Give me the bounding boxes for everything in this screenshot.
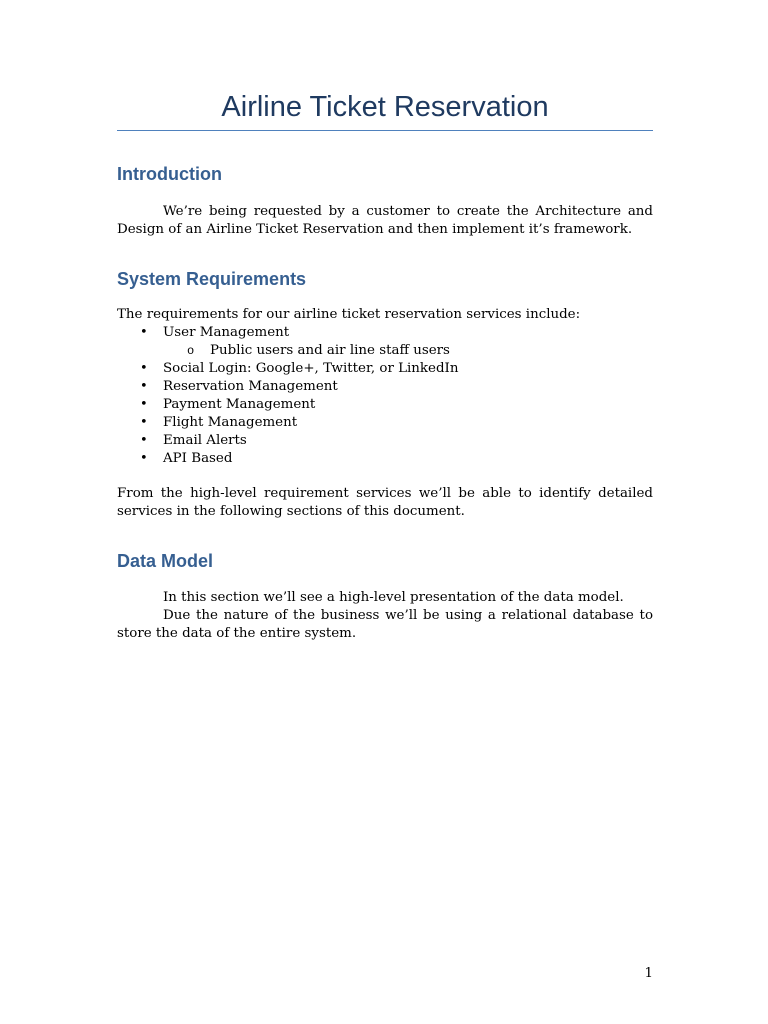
bullet-icon: • <box>140 433 148 448</box>
heading-system-requirements: System Requirements <box>117 269 307 289</box>
data-model-paragraph-2: Due the nature of the business we’ll be using a relational database to store the data of the entire system. <box>117 608 653 641</box>
data-model-paragraph-1: In this section we’ll see a high-level presentation of the data model. <box>163 590 624 605</box>
list-item-label: Reservation Management <box>163 379 338 394</box>
bullet-icon: • <box>140 415 148 430</box>
list-item-label: Flight Management <box>163 415 298 430</box>
list-item <box>117 360 653 378</box>
list-item-label: Email Alerts <box>163 433 247 448</box>
list-item-label: User Management <box>163 325 290 340</box>
page-number: 1 <box>644 966 653 981</box>
requirements-closing: From the high-level requirement services we’ll be able to identify detailed services in the following sections of this document. <box>117 486 653 519</box>
list-item <box>117 450 653 468</box>
requirements-intro: The requirements for our airline ticket reservation services include: <box>117 307 581 322</box>
title-underline <box>117 130 653 131</box>
list-item <box>117 324 653 342</box>
introduction-paragraph: We’re being requested by a customer to create the Architecture and Design of an Airline Ticket Reservation and then implement it’s framework. <box>117 204 653 237</box>
list-item-label: Public users and air line staff users <box>210 343 450 358</box>
document-title: Airline Ticket Reservation <box>221 91 549 123</box>
list-item <box>117 378 653 396</box>
requirements-list <box>117 324 653 468</box>
heading-data-model: Data Model <box>117 551 214 571</box>
sub-bullet-icon: o <box>187 344 195 358</box>
list-item <box>117 414 653 432</box>
list-item-label: Payment Management <box>163 397 316 412</box>
list-item-label: Social Login: Google+, Twitter, or LinkedIn <box>163 361 459 376</box>
bullet-icon: • <box>140 451 148 466</box>
bullet-icon: • <box>140 379 148 394</box>
list-item <box>117 432 653 450</box>
list-item <box>117 342 653 360</box>
bullet-icon: • <box>140 361 148 376</box>
list-item <box>117 396 653 414</box>
heading-introduction: Introduction <box>117 164 222 184</box>
list-item-label: API Based <box>163 451 233 466</box>
bullet-icon: • <box>140 397 148 412</box>
bullet-icon: • <box>140 325 148 340</box>
